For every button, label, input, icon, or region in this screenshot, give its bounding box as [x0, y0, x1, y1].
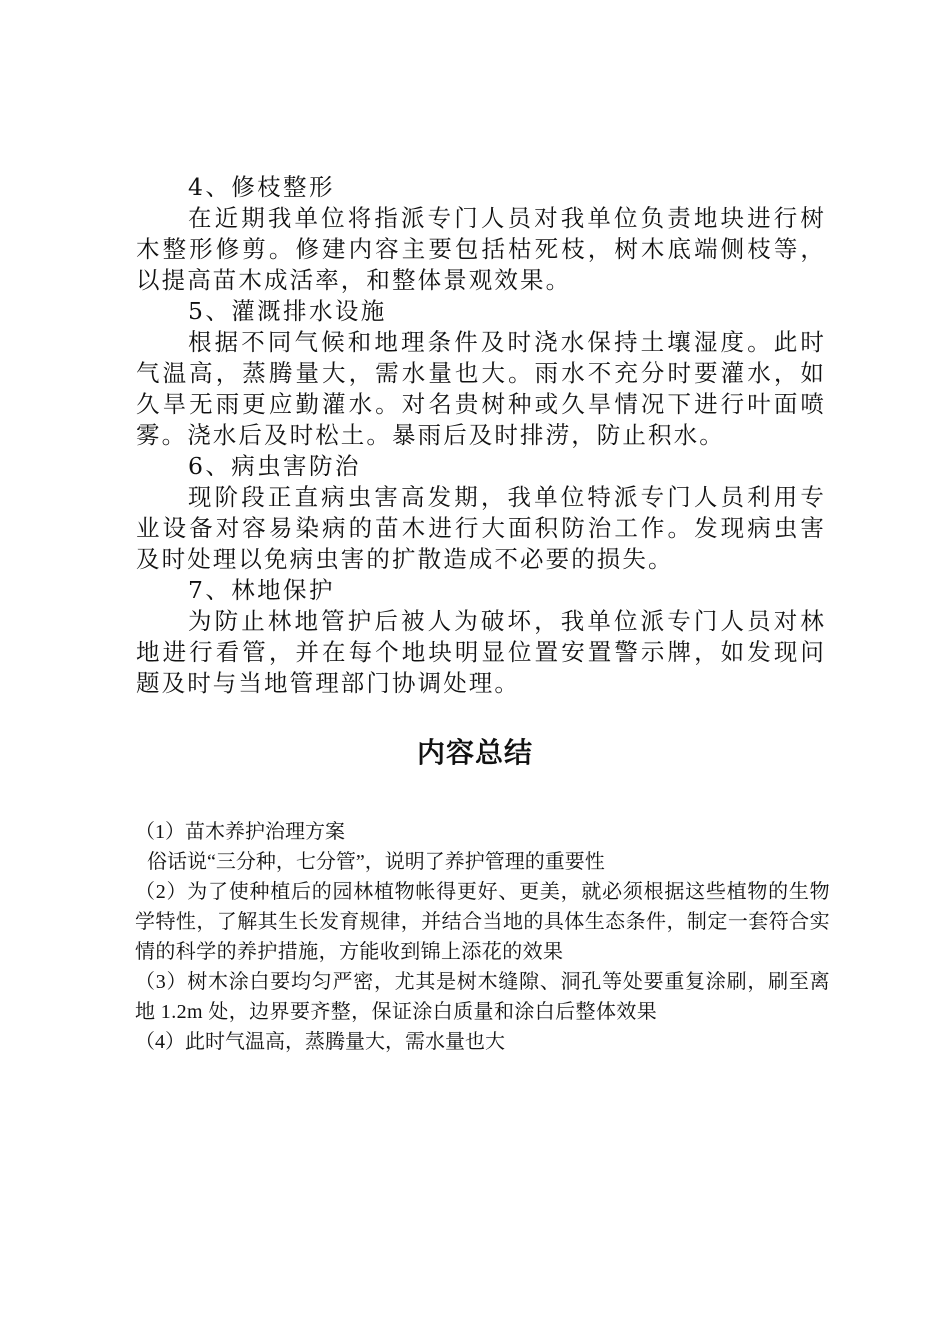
summary-item-1: （1）苗木养护治理方案	[135, 821, 345, 843]
summary-section	[135, 817, 830, 1057]
maintenance-measures-section	[136, 172, 826, 699]
summary-item-3: （3）树木涂白要均匀严密，尤其是树木缝隙、洞孔等处要重复涂刷，刷至离地 1.2m 处，边界要齐整，保证涂白质量和涂白后整体效果	[135, 971, 830, 1023]
heading-pruning: 4、修枝整形	[188, 173, 335, 201]
summary-title: 内容总结	[416, 736, 533, 769]
heading-pest-control: 6、病虫害防治	[188, 452, 361, 480]
paragraph-pruning: 在近期我单位将指派专门人员对我单位负责地块进行树木整形修剪。修建内容主要包括枯死枝，树木底端侧枝等，以提高苗木成活率，和整体景观效果。	[136, 204, 826, 294]
paragraph-pest-control: 现阶段正直病虫害高发期，我单位特派专门人员利用专业设备对容易染病的苗木进行大面积防治工作。发现病虫害及时处理以免病虫害的扩散造成不必要的损失。	[136, 483, 826, 573]
paragraph-forest-protection: 为防止林地管护后被人为破坏，我单位派专门人员对林地进行看管，并在每个地块明显位置安置警示牌，如发现问题及时与当地管理部门协调处理。	[136, 607, 826, 697]
summary-item-2: （2）为了使种植后的园林植物帐得更好、更美，就必须根据这些植物的生物学特性，了解其生长发育规律，并结合当地的具体生态条件，制定一套符合实情的科学的养护措施，方能收到锦上添花的效果	[135, 881, 830, 963]
heading-forest-protection: 7、林地保护	[188, 576, 335, 604]
summary-item-4: （4）此时气温高，蒸腾量大，需水量也大	[135, 1031, 505, 1053]
paragraph-irrigation: 根据不同气候和地理条件及时浇水保持土壤湿度。此时气温高，蒸腾量大，需水量也大。雨水不充分时要灌水，如久旱无雨更应勤灌水。对名贵树种或久旱情况下进行叶面喷雾。浇水后及时松土。暴雨后及时排涝，防止积水。	[136, 328, 826, 449]
summary-item-1-detail: 俗话说“三分种，七分管”，说明了养护管理的重要性	[147, 851, 605, 873]
heading-irrigation: 5、灌溉排水设施	[188, 297, 387, 325]
